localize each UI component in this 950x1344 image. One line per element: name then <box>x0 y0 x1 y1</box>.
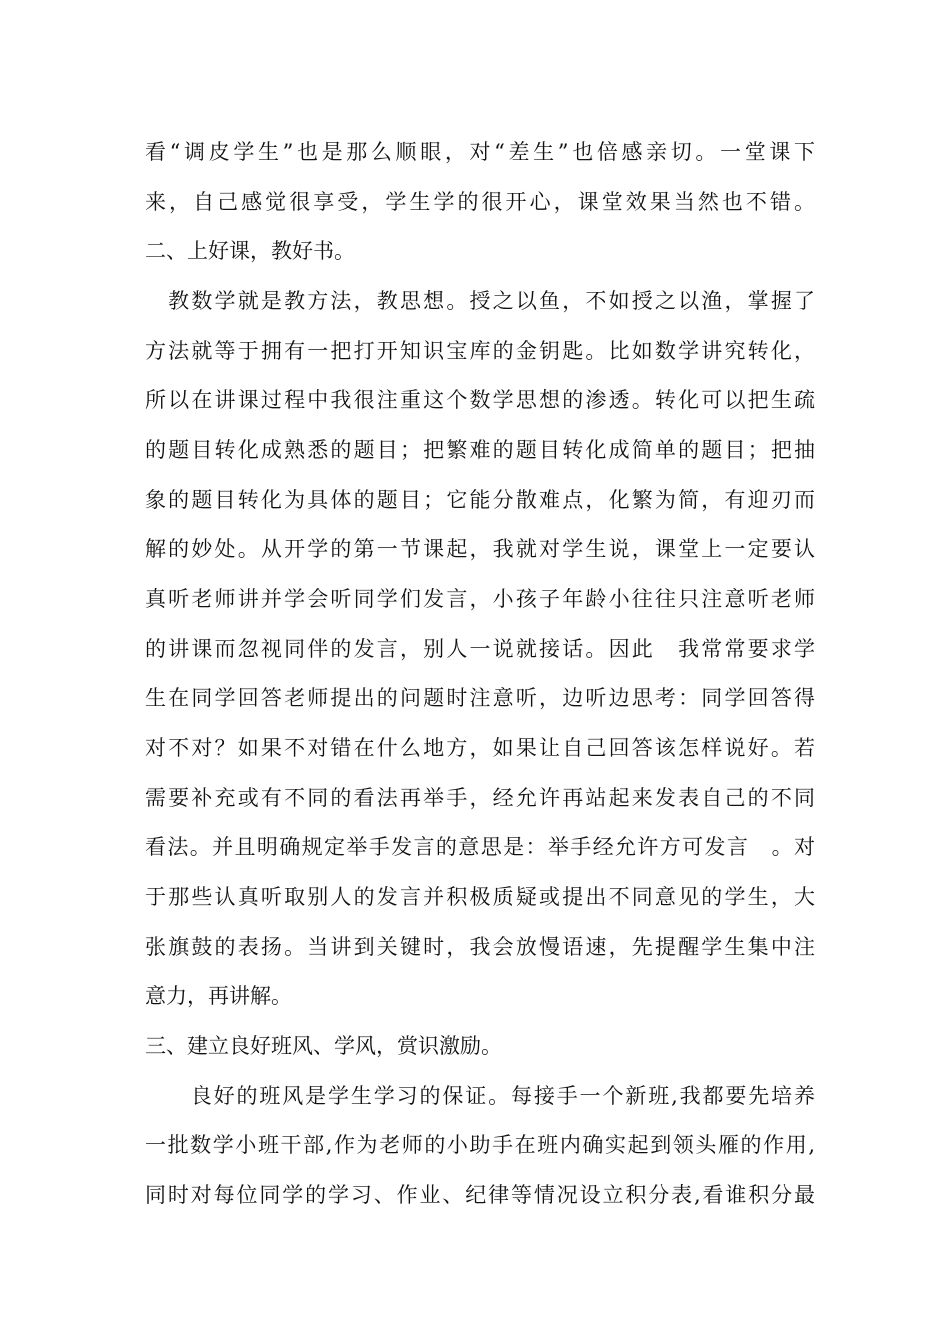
text-line: 需要补充或有不同的看法再举手，经允许再站起来发表自己的不同 <box>145 786 815 810</box>
text-line: 象的题目转化为具体的题目；它能分散难点，化繁为简，有迎刃而 <box>145 488 815 512</box>
text-line: 的讲课而忽视同伴的发言，别人一说就接话。因此 我常常要求学 <box>145 637 815 661</box>
text-line: 看法。并且明确规定举手发言的意思是：举手经允许方可发言 。对 <box>145 835 815 859</box>
text-line: 对不对？如果不对错在什么地方，如果让自己回答该怎样说好。若 <box>145 736 815 760</box>
text-line: 生在同学回答老师提出的问题时注意听，边听边思考：同学回答得 <box>145 686 815 710</box>
section-heading: 二、上好课，教好书。 <box>145 239 355 263</box>
text-line: 看“调皮学生”也是那么顺眼，对“差生”也倍感亲切。一堂课下 <box>145 140 815 164</box>
text-line: 于那些认真听取别人的发言并积极质疑或提出不同意见的学生，大 <box>145 885 815 909</box>
text-line: 的题目转化成熟悉的题目；把繁难的题目转化成简单的题目；把抽 <box>145 438 815 462</box>
text-line: 同时对每位同学的学习、作业、纪律等情况设立积分表,看谁积分最 <box>145 1183 815 1207</box>
text-line: 来，自己感觉很享受，学生学的很开心，课堂效果当然也不错。 <box>145 190 815 214</box>
text-line: 方法就等于拥有一把打开知识宝库的金钥匙。比如数学讲究转化， <box>145 339 815 363</box>
text-line: 良好的班风是学生学习的保证。每接手一个新班,我都要先培养 <box>145 1084 815 1108</box>
text-line: 真听老师讲并学会听同学们发言，小孩子年龄小往往只注意听老师 <box>145 587 815 611</box>
text-line: 张旗鼓的表扬。当讲到关键时，我会放慢语速，先提醒学生集中注 <box>145 935 815 959</box>
text-line: 一批数学小班干部,作为老师的小助手在班内确实起到领头雁的作用, <box>145 1133 815 1157</box>
text-line: 意力，再讲解。 <box>145 984 292 1008</box>
text-line: 解的妙处。从开学的第一节课起，我就对学生说，课堂上一定要认 <box>145 537 815 561</box>
section-heading: 三、建立良好班风、学风，赏识激励。 <box>145 1034 502 1058</box>
text-line: 教数学就是教方法，教思想。授之以鱼，不如授之以渔，掌握了 <box>145 289 815 313</box>
text-line: 所以在讲课过程中我很注重这个数学思想的渗透。转化可以把生疏 <box>145 388 815 412</box>
